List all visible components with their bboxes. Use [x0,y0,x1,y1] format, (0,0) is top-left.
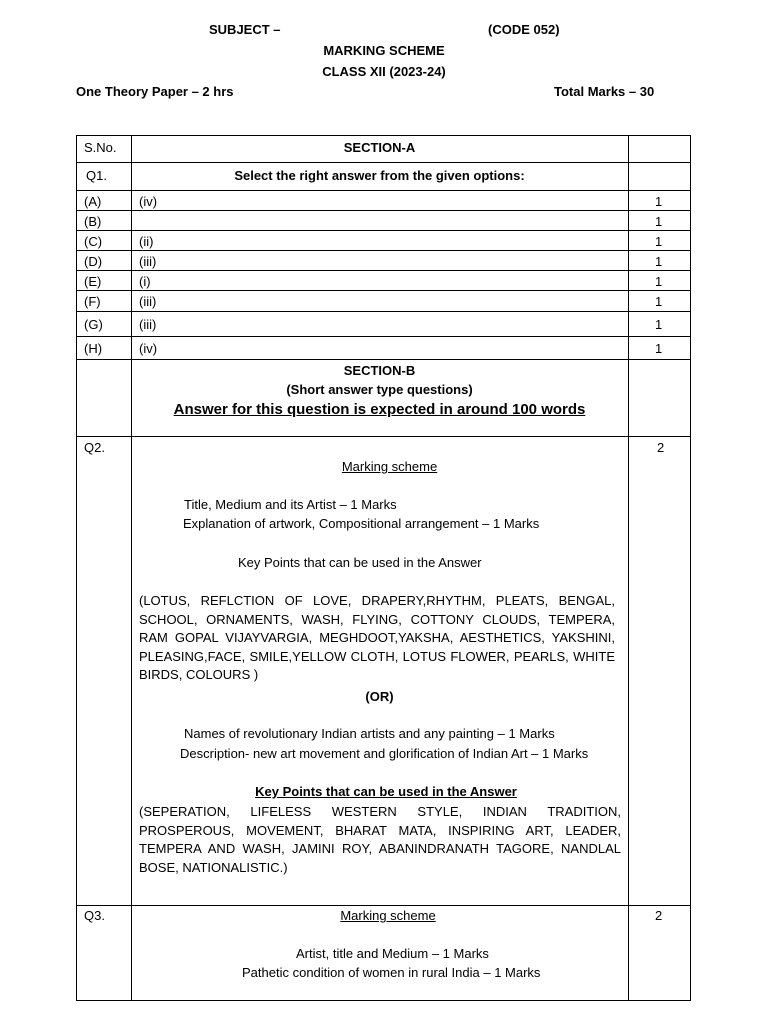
section-b-word-limit: Answer for this question is expected in around 100 words [173,401,586,418]
option-answer: (ii) [139,234,154,249]
option-marks: 1 [655,274,663,289]
q2-marks: 2 [657,440,665,455]
option-marks: 1 [655,214,663,229]
section-a-heading: SECTION-A [343,140,416,155]
row-divider [76,270,691,271]
option-label: (H) [84,341,103,356]
total-marks: Total Marks – 30 [554,84,655,99]
table-divider-col1 [131,135,132,1001]
option-marks: 1 [655,194,663,209]
row-divider [76,905,691,906]
option-label: (G) [84,317,103,332]
paper-duration: One Theory Paper – 2 hrs [76,84,234,99]
q3-number: Q3. [84,908,105,923]
option-marks: 1 [655,254,663,269]
sno-header: S.No. [84,140,117,155]
q3-marks: 2 [655,908,663,923]
section-b-heading: SECTION-B [343,363,416,378]
q3-marking-scheme-heading: Marking scheme [340,908,436,923]
q2-alt-key-points: (SEPERATION, LIFELESS WESTERN STYLE, INDIAN TRADITION, PROSPEROUS, MOVEMENT, BHARAT MATA, INSPIRING ART, LEADER, TEMPERA AND WASH, JAMINI ROY, ABANINDRANATH TAGORE, NANDLAL BOSE, NATIONALISTIC.) [139,804,621,875]
option-answer: (i) [139,274,151,289]
section-b-subtitle: (Short answer type questions) [286,382,473,397]
q1-instruction: Select the right answer from the given options: [234,168,525,183]
row-divider [76,290,691,291]
q2-marking-scheme-heading: Marking scheme [341,459,438,474]
q2-number: Q2. [84,440,105,455]
option-answer: (iii) [139,254,157,269]
q2-or-label: (OR) [365,689,394,704]
q2-alt-criteria-2: Description- new art movement and glorification of Indian Art – 1 Marks [180,746,589,761]
option-marks: 1 [655,294,663,309]
q2-key-points-heading: Key Points that can be used in the Answer [238,555,482,570]
row-divider [76,162,691,163]
table-border-bottom [76,1000,691,1001]
row-divider [76,210,691,211]
table-border-right [690,135,691,1001]
option-label: (C) [84,234,103,249]
option-answer: (iv) [139,194,158,209]
option-answer: (iii) [139,317,157,332]
row-divider [76,190,691,191]
q2-criteria-2: Explanation of artwork, Compositional arrangement – 1 Marks [183,516,540,531]
row-divider [76,230,691,231]
option-marks: 1 [655,341,663,356]
row-divider [76,311,691,312]
table-border-top [76,135,691,136]
option-answer: (iii) [139,294,157,309]
option-marks: 1 [655,234,663,249]
marking-scheme-title: MARKING SCHEME [323,43,445,58]
option-label: (E) [84,274,102,289]
row-divider [76,336,691,337]
option-label: (D) [84,254,103,269]
q2-alt-criteria-1: Names of revolutionary Indian artists and any painting – 1 Marks [184,726,555,741]
q3-criteria-2: Pathetic condition of women in rural India – 1 Marks [242,965,541,980]
row-divider [76,250,691,251]
option-marks: 1 [655,317,663,332]
table-divider-col2 [628,135,629,1001]
row-divider [76,436,691,437]
option-label: (B) [84,214,102,229]
q1-number: Q1. [86,168,107,183]
q2-key-points: (LOTUS, REFLCTION OF LOVE, DRAPERY,RHYTHM, PLEATS, BENGAL, SCHOOL, ORNAMENTS, WASH, FLYING, COTTONY CLOUDS, TEMPERA, RAM GOPAL VIJAYVARGIA, MEGHDOOT,YAKSHA, AESTHETICS, YAKSHINI, PLEASING,FACE, SMILE,YELLOW CLOTH, LOTUS FLOWER, PEARLS, WHITE BIRDS, COLOURS ) [139,593,615,682]
option-answer: (iv) [139,341,158,356]
option-label: (F) [84,294,101,309]
q2-alt-key-points-heading: Key Points that can be used in the Answer [255,784,517,799]
subject-code: (CODE 052) [488,22,560,37]
q3-criteria-1: Artist, title and Medium – 1 Marks [296,946,489,961]
subject-label: SUBJECT – [209,22,281,37]
option-label: (A) [84,194,102,209]
class-line: CLASS XII (2023-24) [322,64,446,79]
q2-criteria-1: Title, Medium and its Artist – 1 Marks [184,497,397,512]
table-border-left [76,135,77,1001]
row-divider [76,359,691,360]
